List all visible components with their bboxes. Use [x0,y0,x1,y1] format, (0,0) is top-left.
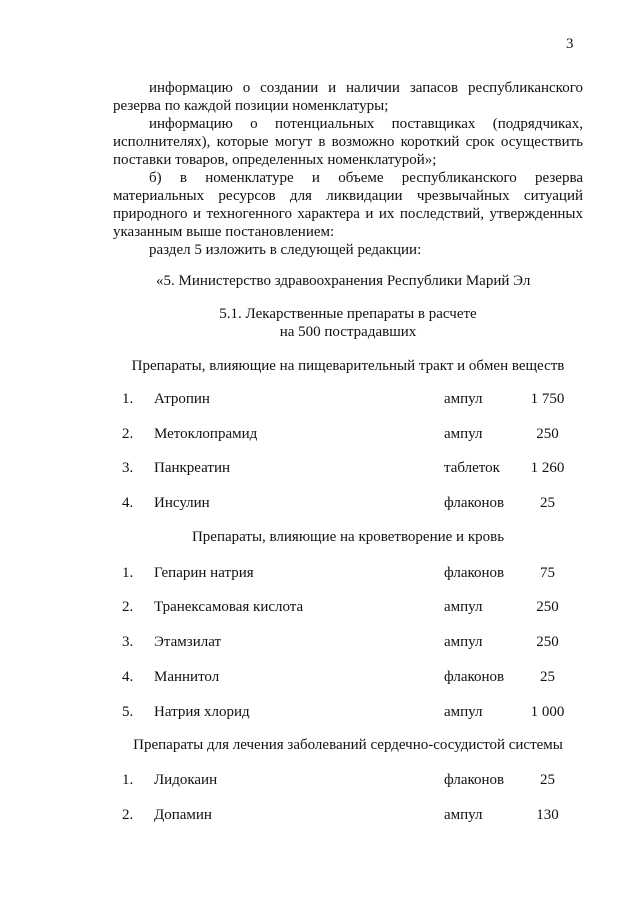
row-number: 2. [122,599,134,615]
drug-name: Натрия хлорид [154,704,250,720]
intro-line: природного и техногенного характера и их последствий, утвержденных [113,206,583,222]
table-row [0,389,639,409]
drug-name: Лидокаин [154,772,218,788]
drug-name: Инсулин [154,495,210,511]
drug-name: Атропин [154,391,210,407]
drug-name: Этамзилат [154,634,222,650]
row-number: 1. [122,391,134,407]
row-number: 2. [122,807,134,823]
quantity: 1 750 [530,391,565,407]
table-row [0,424,639,444]
subsection-title-line2: на 500 пострадавших [279,324,417,340]
intro-line: информацию о создании и наличии запасов республиканского [149,80,583,96]
subsection-title-line1: 5.1. Лекарственные препараты в расчете [219,306,477,322]
row-number: 2. [122,426,134,442]
unit: ампул [444,426,483,442]
table-row [0,563,639,583]
unit: ампул [444,599,483,615]
intro-line: указанным выше постановлением: [113,224,335,240]
quantity: 75 [540,565,555,581]
table-row [0,805,639,825]
quantity: 1 260 [530,460,565,476]
quantity: 250 [536,599,559,615]
intro-line: материальных ресурсов для ликвидации чрезвычайных ситуаций [113,188,583,204]
intro-line: информацию о потенциальных поставщиках (подрядчиках, [149,116,583,132]
unit: ампул [444,634,483,650]
unit: ампул [444,704,483,720]
unit: таблеток [444,460,500,476]
table-row [0,702,639,722]
row-number: 4. [122,495,134,511]
quantity: 25 [540,495,555,511]
unit: флаконов [444,565,505,581]
row-number: 1. [122,772,134,788]
unit: ампул [444,391,483,407]
intro-line: раздел 5 изложить в следующей редакции: [149,242,422,258]
group-title: Препараты, влияющие на пищеварительный тракт и обмен веществ [131,358,565,374]
intro-line: б) в номенклатуре и объеме республиканского резерва [149,170,583,186]
row-number: 3. [122,634,134,650]
group-title: Препараты, влияющие на кроветворение и кровь [191,529,505,545]
row-number: 4. [122,669,134,685]
row-number: 3. [122,460,134,476]
intro-line: поставки товаров, определенных номенклатурой»; [113,152,437,168]
quantity: 1 000 [530,704,565,720]
table-row [0,458,639,478]
quantity: 25 [540,772,555,788]
row-number: 5. [122,704,134,720]
quantity: 250 [536,426,559,442]
row-number: 1. [122,565,134,581]
quantity: 250 [536,634,559,650]
drug-name: Панкреатин [154,460,231,476]
unit: флаконов [444,772,505,788]
drug-name: Гепарин натрия [154,565,254,581]
page-number: 3 [566,36,574,52]
table-row [0,493,639,513]
table-row [0,632,639,652]
drug-name: Транексамовая кислота [154,599,304,615]
table-row [0,597,639,617]
quantity: 130 [536,807,559,823]
drug-name: Маннитол [154,669,220,685]
table-row [0,667,639,687]
section-title: «5. Министерство здравоохранения Республики Марий Эл [156,273,531,289]
group-title: Препараты для лечения заболеваний сердечно-сосудистой системы [133,737,563,753]
unit: ампул [444,807,483,823]
intro-line: резерва по каждой позиции номенклатуры; [113,98,389,114]
table-row [0,770,639,790]
intro-line: исполнителях), которые могут в возможно короткий срок осуществить [113,134,583,150]
quantity: 25 [540,669,555,685]
unit: флаконов [444,495,505,511]
unit: флаконов [444,669,505,685]
drug-name: Метоклопрамид [154,426,258,442]
drug-name: Допамин [154,807,212,823]
